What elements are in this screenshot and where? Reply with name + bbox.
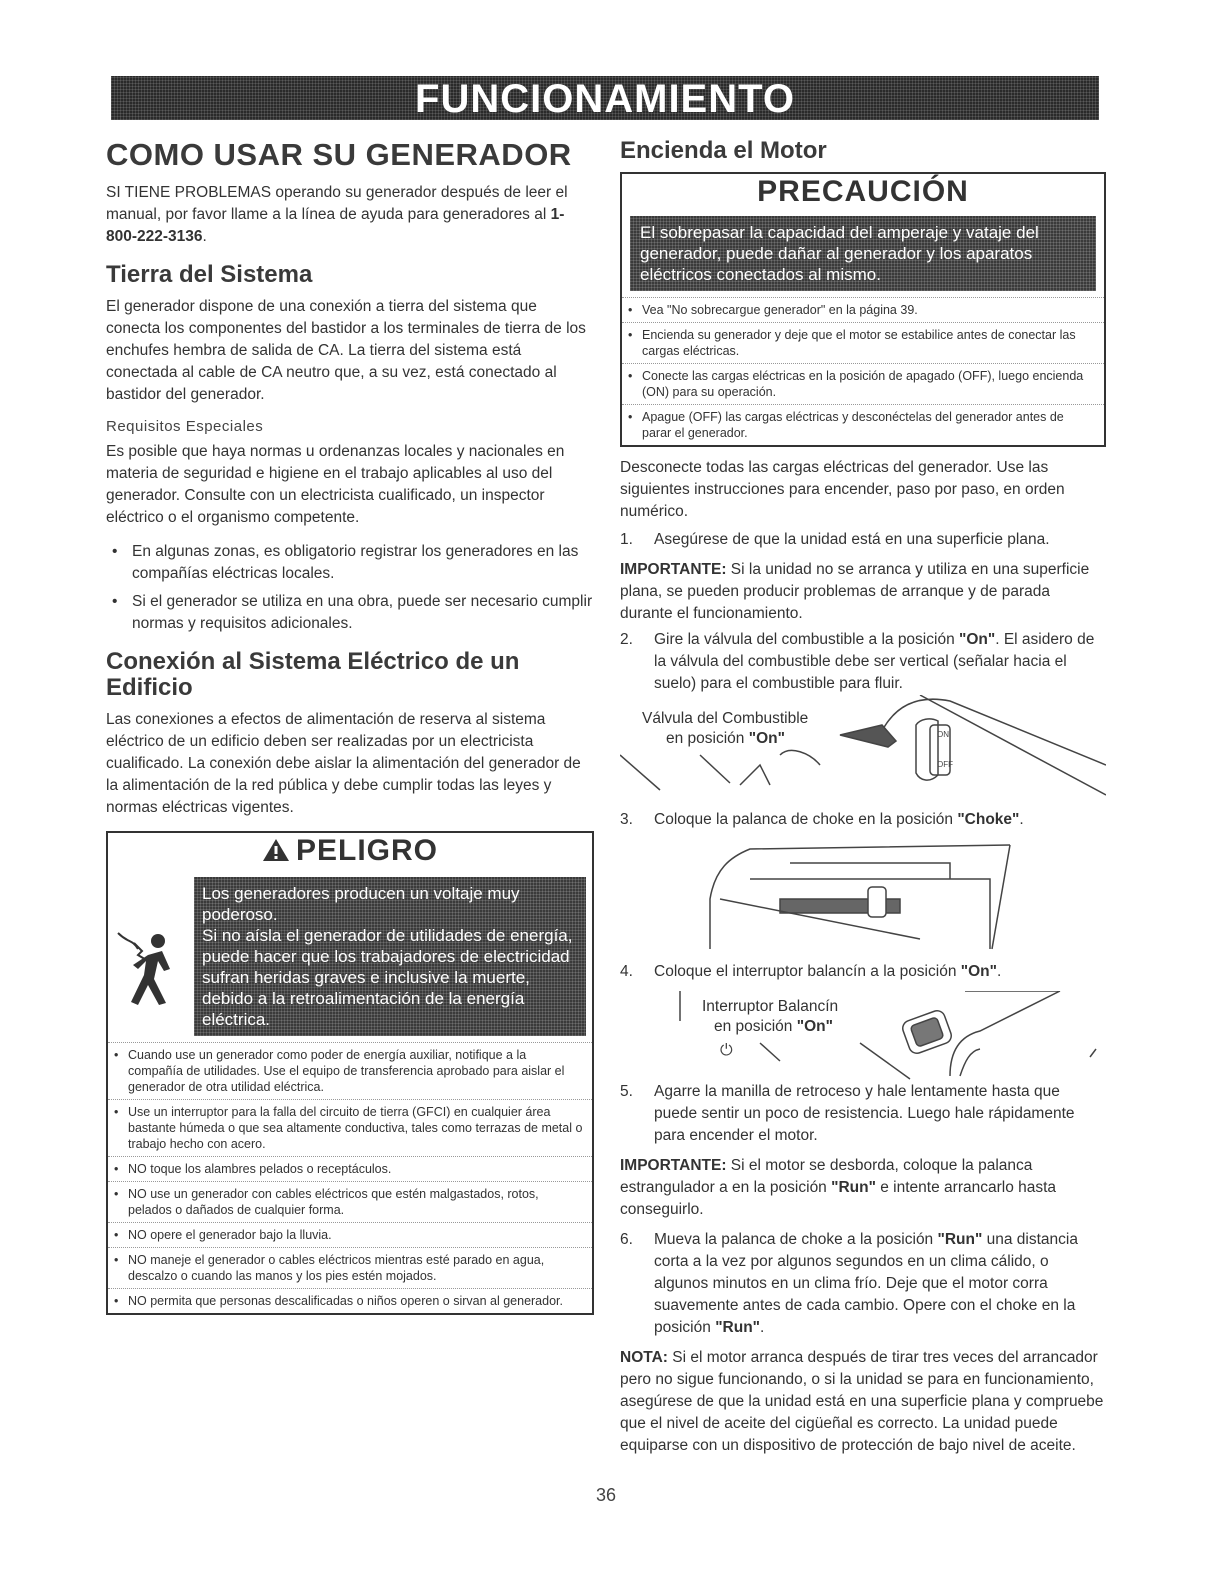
precaucion-item: • Vea "No sobrecargue generador" en la página 39. xyxy=(622,297,1104,322)
importante-label: IMPORTANTE: xyxy=(620,561,727,578)
step-number: 1. xyxy=(620,531,633,548)
svg-text:⏻: ⏻ xyxy=(720,1040,733,1059)
nota-label: NOTA: xyxy=(620,1349,668,1366)
nota-paragraph: NOTA: Si el motor arranca después de tirar tres veces del arrancador pero no sigue funcionando, o si la unidad se para en funcionamiento, asegúrese de que la unidad está en una superficie plana y compruebe que el nivel de aceite del cigüeñal es correcto. La unidad puede equiparse con un dispositivo de protección de bajo nivel de aceite. xyxy=(620,1349,1104,1454)
main-heading: COMO USAR SU GENERADOR xyxy=(106,137,572,172)
step-number: 2. xyxy=(620,631,633,648)
tierra-paragraph: El generador dispone de una conexión a tierra del sistema que conecta los componentes del bastidor a los terminales de tierra de los enchufes hembra de salida de CA. La tierra del sistema está conectada al cable de CA neutro que, a su vez, está conectado al bastidor del generador. xyxy=(106,298,586,403)
step-1: 1. Asegúrese de que la unidad está en una superficie plana. xyxy=(620,529,1106,551)
warning-triangle-icon xyxy=(262,838,290,862)
peligro-item: • NO maneje el generador o cables eléctricos mientras esté parado en agua, descalzo o cuando las manos y los pies estén mojados. xyxy=(108,1247,592,1288)
step-5: 5. Agarre la manilla de retroceso y hale lentamente hasta que puede sentir un poco de resistencia. Luego hale rápidamente para encender el motor. xyxy=(620,1083,1075,1144)
choke-figure xyxy=(620,839,1106,957)
requisitos-heading: Requisitos Especiales xyxy=(106,418,264,435)
rocker-switch-caption: Interruptor Balancín en posición "On" xyxy=(702,998,839,1035)
peligro-warning-row xyxy=(108,869,592,1042)
precaucion-list xyxy=(622,297,1104,445)
step-number: 6. xyxy=(620,1231,633,1248)
precaucion-item: • Apague (OFF) las cargas eléctricas y desconéctelas del generador antes de parar el generador. xyxy=(622,404,1104,445)
peligro-item: • NO permita que personas descalificadas o niños operen o sirvan al generador. xyxy=(108,1288,592,1313)
peligro-item: • NO toque los alambres pelados o receptáculos. xyxy=(108,1156,592,1181)
step-3: 3. Coloque la palanca de choke en la posición "Choke". xyxy=(620,809,1106,831)
step-number: 3. xyxy=(620,811,633,828)
tierra-heading: Tierra del Sistema xyxy=(106,261,313,288)
section-banner: FUNCIONAMIENTO xyxy=(111,76,1099,120)
fuel-valve-off-mark: OFF xyxy=(937,760,953,769)
intro-paragraph: SI TIENE PROBLEMAS operando su generador después de leer el manual, por favor llame a la línea de ayuda para generadores al 1-800-222-3136. xyxy=(106,184,568,245)
importante-1: IMPORTANTE: Si la unidad no se arranca y utiliza en una superficie plana, se pueden producir problemas de arranque y de parada durante el funcionamiento. xyxy=(620,561,1090,622)
precaucion-item: • Encienda su generador y deje que el motor se estabilice antes de conectar las cargas eléctricas. xyxy=(622,322,1104,363)
desconecte-paragraph: Desconecte todas las cargas eléctricas del generador. Use las siguientes instrucciones para encender, paso por paso, en orden numérico. xyxy=(620,459,1065,520)
peligro-box xyxy=(106,831,594,1315)
precaucion-title: PRECAUCIÓN xyxy=(757,175,969,208)
peligro-item: • NO use un generador con cables eléctricos que estén malgastados, rotos, pelados o dañados de cualquier forma. xyxy=(108,1181,592,1222)
peligro-title: PELIGRO xyxy=(295,834,438,867)
conexion-heading: Conexión al Sistema Eléctrico de un Edificio xyxy=(106,648,520,701)
right-column xyxy=(620,138,1106,1469)
choke-lever-drawing xyxy=(620,839,1106,957)
page-number: 36 xyxy=(595,1485,617,1505)
step-number: 5. xyxy=(620,1083,633,1100)
helpline-number: 1-800-222-3136 xyxy=(106,206,565,245)
peligro-dark-text-1: Los generadores producen un voltaje muy poderoso. xyxy=(202,884,520,924)
requisitos-bullet: • Si el generador se utiliza en una obra, puede ser necesario cumplir normas y requisitos adicionales. xyxy=(106,591,594,635)
rocker-switch-figure xyxy=(620,991,1106,1081)
conexion-paragraph: Las conexiones a efectos de alimentación de reserva al sistema eléctrico de un edificio deben ser realizadas por un electricista cualificado. La conexión debe aislar la alimentación del generador de la alimentación de la red pública y debe cumplir todas las leyes y normas eléctricas vigentes. xyxy=(106,711,581,816)
peligro-title-row xyxy=(108,833,592,869)
precaucion-dark-panel: El sobrepasar la capacidad del amperaje y vataje del generador, puede dañar al generador y los aparatos eléctricos conectados al mismo. xyxy=(630,216,1096,291)
peligro-dark-panel xyxy=(194,877,586,1036)
left-column xyxy=(106,138,594,1315)
fuel-valve-on-mark: ON xyxy=(937,730,949,739)
fuel-valve-figure xyxy=(620,695,1106,805)
peligro-list xyxy=(108,1042,592,1313)
fuel-valve-caption: Válvula del Combustible en posición "On" xyxy=(642,710,809,747)
precaucion-box xyxy=(620,172,1106,447)
requisitos-bullet: • En algunas zonas, es obligatorio registrar los generadores en las compañías eléctricas locales. xyxy=(106,541,594,585)
requisitos-paragraph: Es posible que haya normas u ordenanzas locales y nacionales en materia de seguridad e higiene en el trabajo aplicables al uso del generador. Consulte con un electricista cualificado, un inspector eléctrico o el organismo competente. xyxy=(106,443,565,526)
importante-label: IMPORTANTE: xyxy=(620,1157,727,1174)
step-2: 2. Gire la válvula del combustible a la posición "On". El asidero de la válvula del combustible debe ser vertical (señalar hacia el suelo) para el combustible para fluir. xyxy=(620,631,1095,692)
peligro-item: • NO opere el generador bajo la lluvia. xyxy=(108,1222,592,1247)
peligro-dark-text-2: Si no aísla el generador de utilidades de energía, puede hacer que los trabajadores de electricidad sufran heridas graves e inclusive la muerte, debido a la retroalimentación de la energía eléctrica. xyxy=(202,926,573,1029)
step-4: 4. Coloque el interruptor balancín a la posición "On". xyxy=(620,961,1106,983)
peligro-item: • Cuando use un generador como poder de energía auxiliar, notifique a la compañía de utilidades. Use el equipo de transferencia aprobado para aislar el generador de otra utilidad eléctrica. xyxy=(108,1042,592,1099)
precaucion-item: • Conecte las cargas eléctricas en la posición de apagado (OFF), luego encienda (ON) para su operación. xyxy=(622,363,1104,404)
peligro-item: • Use un interruptor para la falla del circuito de tierra (GFCI) en cualquier área bastante húmeda o que sea altamente conductiva, tales como terrazas de metal o trabajo hecho con acero. xyxy=(108,1099,592,1156)
encienda-heading: Encienda el Motor xyxy=(620,137,827,164)
step-number: 4. xyxy=(620,963,633,980)
rocker-switch-drawing xyxy=(620,991,1106,1081)
importante-2: IMPORTANTE: Si el motor se desborda, coloque la palanca estrangulador a en la posición "Run" e intente arrancarlo hasta conseguirlo. xyxy=(620,1157,1057,1218)
electrocution-icon xyxy=(114,877,194,1018)
step-6: 6. Mueva la palanca de choke a la posición "Run" una distancia corta a la vez por algunos segundos en un clima cálido, o algunos minutos en un clima frío. Deje que el motor corra suavemente antes de cada cambio. Opere con el choke en la posición "Run". xyxy=(620,1231,1078,1336)
